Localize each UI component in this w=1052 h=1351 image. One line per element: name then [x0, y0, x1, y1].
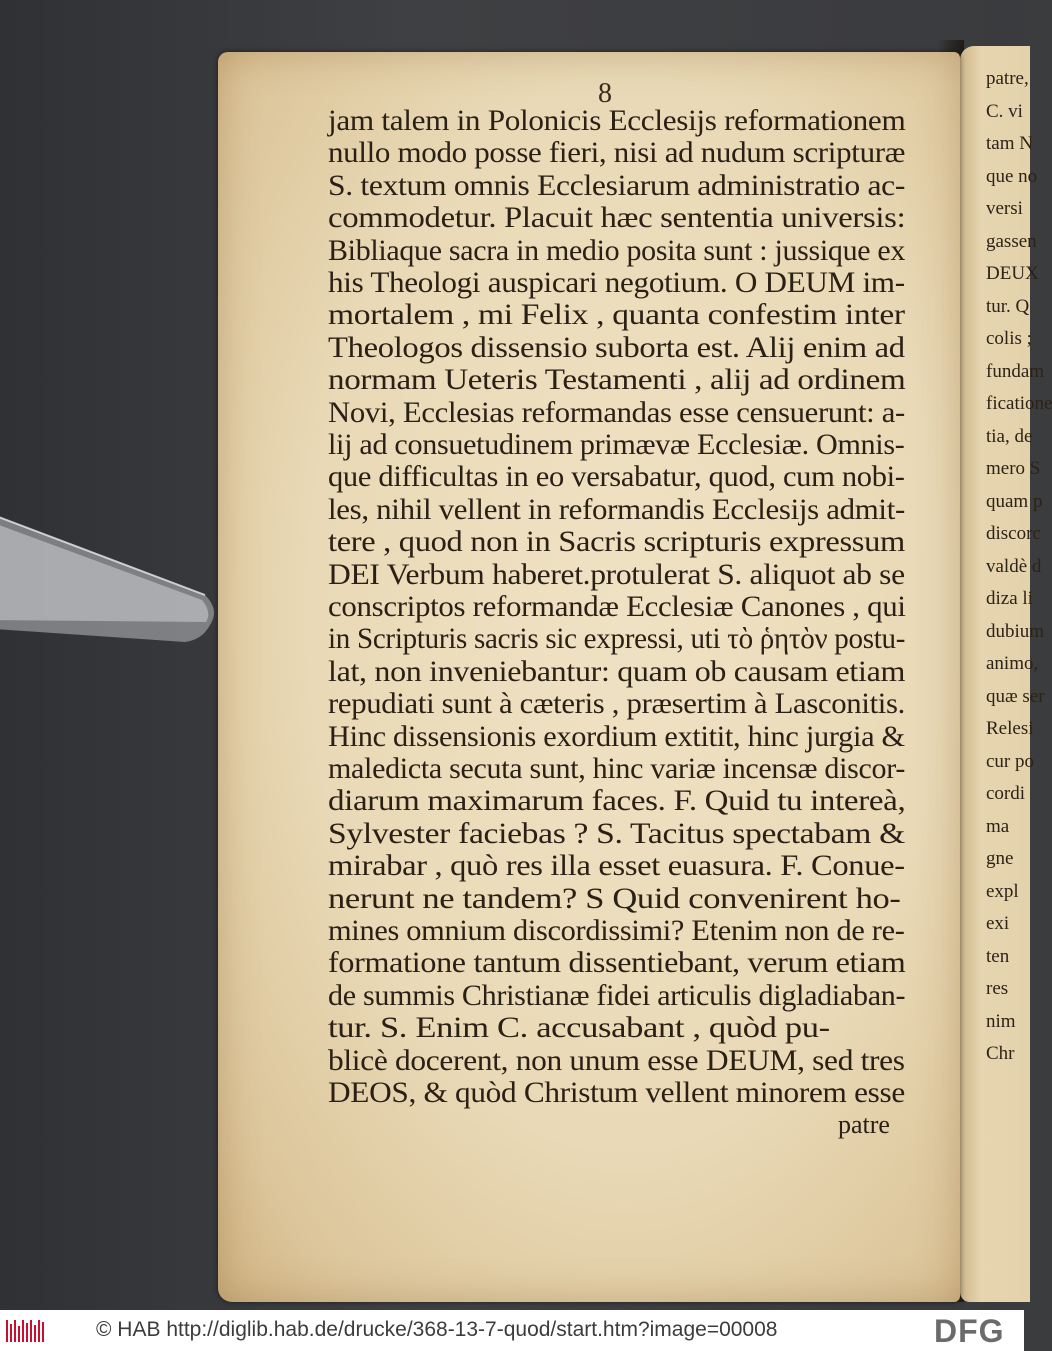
text-line: diarum maximarum faces. F. Quid tu intereà,	[328, 784, 906, 818]
facing-text-line: mero S	[986, 458, 1041, 479]
facing-text-line: tur. Q	[986, 295, 1030, 317]
text-line: mines omnium discordissimi? Etenim non de re-	[328, 914, 905, 947]
text-line: Hinc dissensionis exordium extitit, hinc jurgia &	[328, 719, 905, 753]
source-link[interactable]: © HAB http://diglib.hab.de/drucke/368-13-7-quod/start.htm?image=00008	[96, 1318, 778, 1341]
facing-text-line: animo,	[986, 653, 1039, 674]
text-line: Bibliaque sacra in medio posita sunt : jussique ex	[328, 233, 906, 267]
facing-text-line: res	[986, 978, 1009, 999]
facing-text-line: nim	[986, 1010, 1016, 1032]
text-line: jam talem in Polonicis Ecclesijs reformationem	[328, 104, 906, 137]
catchword: patre	[838, 1110, 890, 1139]
text-line: que difficultas in eo versabatur, quod, cum nobi-	[328, 460, 905, 494]
text-line: conscriptos reformandæ Ecclesiæ Canones , qui	[328, 590, 906, 623]
text-line: de summis Christianæ fidei articulis digladiaban-	[328, 978, 906, 1012]
text-line: les, nihil vellent in reformandis Ecclesijs admit-	[328, 492, 905, 526]
facing-text-line: ma	[986, 815, 1010, 837]
facing-text-line: expl	[986, 880, 1019, 902]
text-line: Sylvester faciebas ? S. Tacitus spectabam &	[328, 816, 905, 850]
text-line: lij ad consuetudinem primævæ Ecclesiæ. Omnis-	[328, 428, 905, 461]
facing-text-line: que no	[986, 165, 1038, 187]
facing-text-line: tia, de	[986, 425, 1033, 447]
facing-text-line: Chr	[986, 1043, 1015, 1064]
text-line: S. textum omnis Ecclesiarum administratio ac-	[328, 168, 906, 202]
text-line: mirabar , quò res illa esset euasura. F. Conue-	[328, 849, 905, 883]
facing-text-line: tam N	[986, 133, 1033, 154]
facing-text-line: ficatione	[986, 393, 1052, 414]
facing-text-line: diza li	[986, 588, 1033, 609]
text-line: Theologos dissensio suborta est. Alij enim ad	[328, 330, 905, 364]
text-line: formatione tantum dissentiebant, verum etiam	[328, 946, 906, 980]
text-line: tere , quod non in Sacris scripturis expressum	[328, 525, 905, 559]
text-line: nerunt ne tandem? S Quid convenirent ho-	[328, 881, 901, 915]
facing-text-line: cur po	[986, 750, 1035, 772]
text-line: maledicta secuta sunt, hinc variæ incensæ discor-	[328, 752, 906, 785]
text-line: nullo modo posse fieri, nisi ad nudum scripturæ	[328, 136, 906, 170]
facing-text-line: DEUX	[986, 263, 1039, 284]
page-weight-clip	[0, 500, 240, 650]
text-line: blicè docerent, non unum esse DEUM, sed tres	[328, 1043, 905, 1077]
facing-text-line: dubium	[986, 620, 1045, 642]
facing-text-line: fundam	[986, 360, 1045, 382]
facing-text-line: C. vi	[986, 100, 1023, 122]
text-line: DEI Verbum haberet.protulerat S. aliquot ab se	[328, 557, 905, 591]
text-line: in Scripturis sacris sic expressi, uti τὸ ῥητὸν postu-	[328, 622, 906, 656]
facing-text-line: patre,	[986, 68, 1029, 89]
facing-text-line: quæ ser	[986, 685, 1045, 707]
page-number: 8	[598, 78, 612, 109]
facing-text-line: discorc	[986, 523, 1041, 544]
text-line: commodetur. Placuit hæc sententia universis:	[328, 201, 906, 235]
facing-text-line: quam p	[986, 490, 1043, 512]
facing-page	[960, 46, 1052, 1302]
text-line: lat, non inveniebantur: quam ob causam etiam	[328, 654, 906, 688]
facing-text-line: exi	[986, 913, 1010, 934]
hab-logo-icon	[6, 1320, 46, 1342]
facing-text-line: ten	[986, 945, 1010, 967]
text-line: mortalem , mi Felix , quanta confestim inter	[328, 298, 905, 332]
text-line: DEOS, & quòd Christum vellent minorem esse	[328, 1076, 905, 1109]
facing-text-line: versi	[986, 198, 1023, 219]
text-line: tur. S. Enim C. accusabant , quòd pu-	[328, 1011, 830, 1045]
facing-text-line: valdè d	[986, 555, 1042, 577]
text-line: normam Ueteris Testamenti , alij ad ordinem	[328, 363, 906, 397]
facing-text-line: cordi	[986, 783, 1026, 804]
facing-text-line: gassen	[986, 230, 1037, 252]
facing-text-line: colis ;	[986, 328, 1032, 349]
facing-text-line: Relesi	[986, 718, 1034, 739]
text-line: Novi, Ecclesias reformandas esse censuerunt: a-	[328, 395, 905, 429]
dfg-logo: DFG	[934, 1313, 1005, 1349]
text-line: repudiati sunt à cæteris , præsertim à Lasconitis.	[328, 687, 906, 721]
viewer-footer	[0, 1310, 1024, 1351]
text-line: his Theologi auspicari negotium. O DEUM im-	[328, 266, 905, 299]
facing-text-line: gne	[986, 848, 1014, 869]
